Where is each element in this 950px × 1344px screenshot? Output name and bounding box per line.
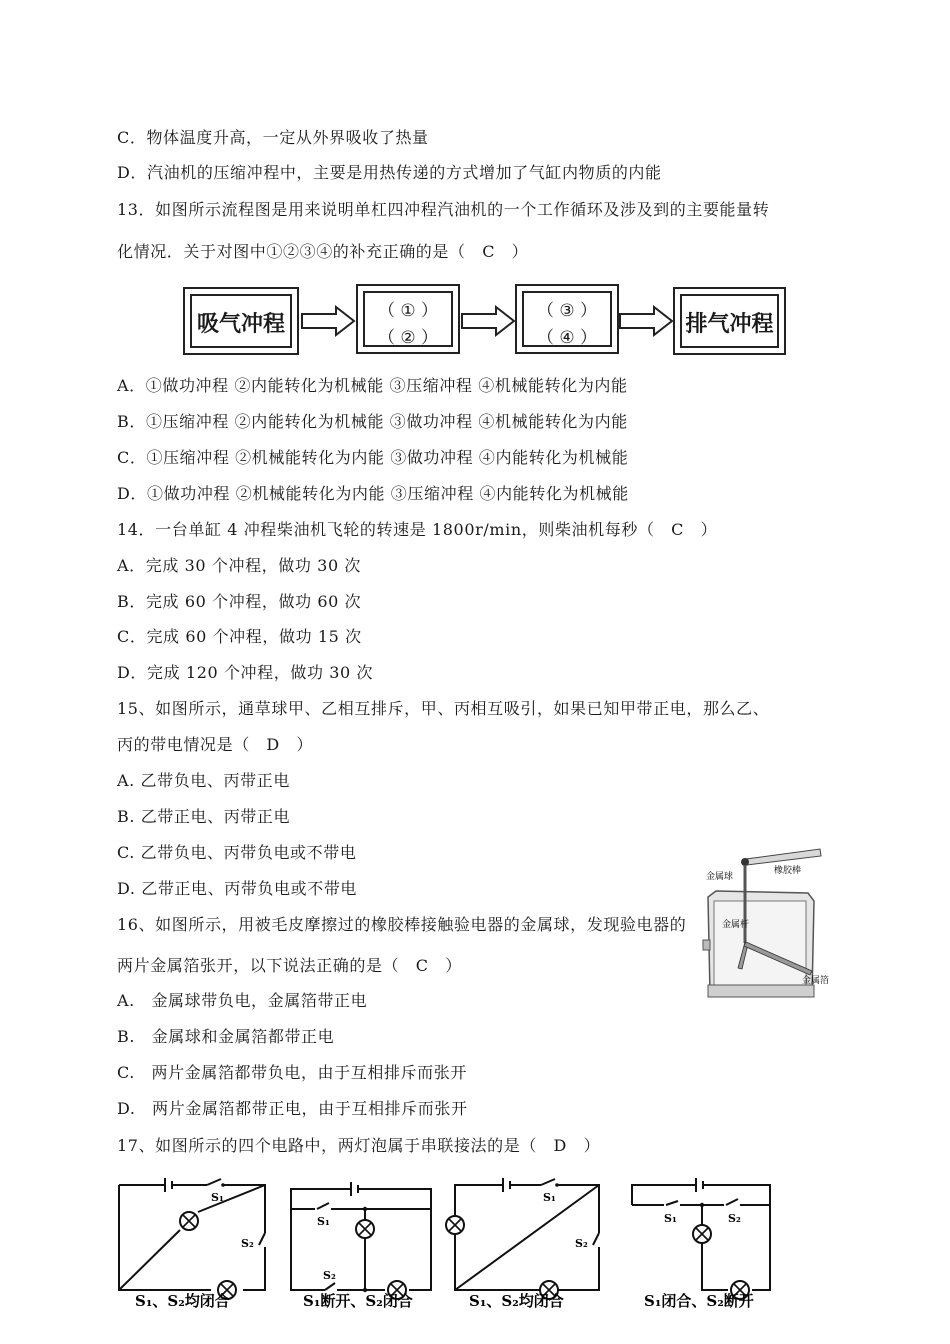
circuit-2	[285, 1175, 435, 1310]
c4-caption: S₁闭合、S₂断开	[644, 1292, 754, 1310]
lamp-1-icon	[180, 1212, 198, 1230]
label-rubber-rod: 橡胶棒	[774, 866, 802, 876]
q13-stem-line1: 13．如图所示流程图是用来说明单杠四冲程汽油机的一个工作循环及涉及到的主要能量转	[117, 200, 770, 219]
flow-box-2	[356, 284, 460, 354]
q14-option-d: D．完成 120 个冲程，做功 30 次	[117, 663, 374, 682]
c1-s2-label: S₂	[241, 1237, 254, 1250]
flow-box-3	[515, 284, 619, 354]
q15-stem-line1: 15、如图所示，通草球甲、乙相互排斥，甲、丙相互吸引，如果已知甲带正电，那么乙、	[117, 699, 770, 718]
q12-option-c: C．物体温度升高，一定从外界吸收了热量	[117, 128, 429, 147]
q17-stem: 17、如图所示的四个电路中，两灯泡属于串联接法的是（ D ）	[117, 1136, 601, 1155]
flow-arrow-1-icon	[300, 305, 356, 337]
label-metal-bar: 金属杆	[722, 920, 750, 930]
label-metal-foil: 金属箔	[802, 976, 830, 986]
q13-option-d: D．①做功冲程 ②机械能转化为内能 ③压缩冲程 ④内能转化为机械能	[117, 484, 629, 503]
q12-option-d: D．汽油机的压缩冲程中，主要是用热传递的方式增加了气缸内物质的内能	[117, 163, 662, 182]
c2-caption: S₁断开、S₂闭合	[303, 1292, 413, 1310]
flow-box-intake-label: 吸气冲程	[196, 312, 285, 337]
flow-box-2-item-2: （ ② ）	[377, 328, 439, 348]
lamp-1-icon	[446, 1216, 464, 1234]
metal-ball	[741, 858, 749, 866]
flow-box-2-item-1: （ ① ）	[377, 301, 439, 321]
q13-stem-line2: 化情况．关于对图中①②③④的补充正确的是（ C ）	[117, 242, 529, 261]
q16-option-b: B. 金属球和金属箔都带正电	[117, 1027, 335, 1046]
q16-stem-line1: 16、如图所示，用被毛皮摩擦过的橡胶棒接触验电器的金属球，发现验电器的	[117, 915, 687, 934]
c4-s2-label: S₂	[728, 1212, 741, 1225]
q14-option-a: A．完成 30 个冲程，做功 30 次	[117, 556, 362, 575]
c3-s1-label: S₁	[543, 1191, 556, 1204]
q16-stem-line2: 两片金属箔张开，以下说法正确的是（ C ）	[117, 956, 462, 975]
circuit-4	[628, 1175, 778, 1310]
flow-box-3-item-2: （ ④ ）	[536, 328, 598, 348]
c2-s1-label: S₁	[317, 1215, 330, 1228]
q15-option-d: D. 乙带正电、丙带负电或不带电	[117, 879, 358, 898]
flow-box-3-item-1: （ ③ ）	[536, 301, 598, 321]
q16-option-d: D. 两片金属箔都带正电，由于互相排斥而张开	[117, 1099, 468, 1118]
q13-option-b: B．①压缩冲程 ②内能转化为机械能 ③做功冲程 ④机械能转化为内能	[117, 412, 628, 431]
q14-option-c: C．完成 60 个冲程，做功 15 次	[117, 627, 362, 646]
q16-option-c: C. 两片金属箔都带负电，由于互相排斥而张开	[117, 1063, 467, 1082]
lamp-1-icon	[356, 1220, 374, 1238]
rubber-rod	[746, 849, 821, 865]
q14-option-b: B．完成 60 个冲程，做功 60 次	[117, 592, 362, 611]
electroscope-base	[708, 985, 814, 997]
electroscope-glass	[714, 901, 806, 989]
label-metal-ball: 金属球	[706, 872, 734, 882]
q15-stem-line2: 丙的带电情况是（ D ）	[117, 735, 314, 754]
q13-option-c: C．①压缩冲程 ②机械能转化为内能 ③做功冲程 ④内能转化为机械能	[117, 448, 629, 467]
q16-option-a: A. 金属球带负电，金属箔带正电	[117, 991, 368, 1010]
c1-s1-label: S₁	[211, 1191, 224, 1204]
flow-arrow-2-icon	[460, 305, 516, 337]
flow-box-exhaust-label: 排气冲程	[685, 312, 774, 337]
q15-option-c: C. 乙带负电、丙带负电或不带电	[117, 843, 357, 862]
electroscope-figure	[700, 845, 832, 1005]
lamp-1-icon	[693, 1225, 711, 1243]
c3-s2-label: S₂	[575, 1237, 588, 1250]
c4-s1-label: S₁	[664, 1212, 677, 1225]
flow-arrow-3-icon	[618, 305, 674, 337]
q13-option-a: A．①做功冲程 ②内能转化为机械能 ③压缩冲程 ④机械能转化为内能	[117, 376, 628, 395]
flow-box-intake	[183, 287, 299, 355]
q15-option-b: B. 乙带正电、丙带正电	[117, 807, 291, 826]
q15-option-a: A. 乙带负电、丙带正电	[117, 771, 290, 790]
flow-box-exhaust	[673, 287, 786, 355]
c3-caption: S₁、S₂均闭合	[469, 1292, 564, 1310]
circuit-1	[115, 1175, 275, 1310]
circuit-3	[445, 1175, 610, 1310]
c1-caption: S₁、S₂均闭合	[135, 1292, 230, 1310]
q14-stem: 14．一台单缸 4 冲程柴油机飞轮的转速是 1800r/min，则柴油机每秒（ C ）	[117, 520, 718, 539]
c2-s2-label: S₂	[323, 1269, 336, 1282]
